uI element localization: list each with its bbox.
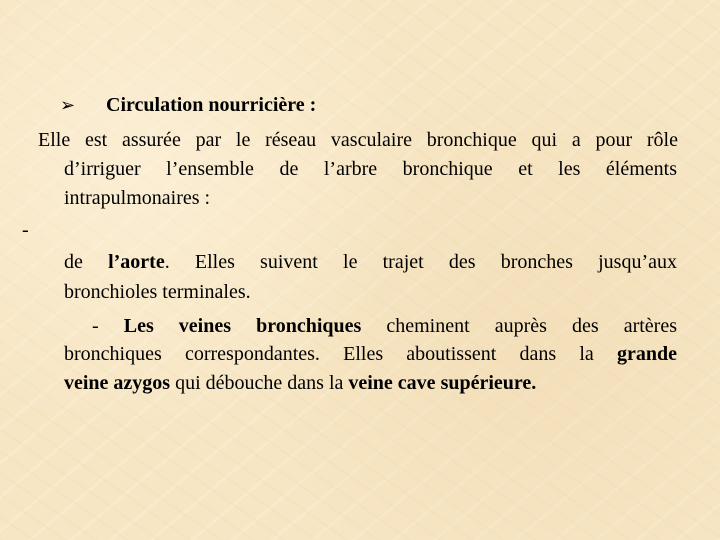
intro-line-3: intrapulmonaires : bbox=[64, 187, 211, 209]
grande-term: grande bbox=[617, 343, 677, 365]
aorte-term: l’aorte bbox=[108, 251, 165, 273]
veins-paragraph-line-3 bbox=[64, 371, 536, 395]
veins-text-3: qui débouche dans la bbox=[170, 372, 349, 394]
dash-marker: - bbox=[22, 219, 29, 241]
veine-cave-superieure-term: veine cave supérieure. bbox=[348, 372, 537, 394]
arteries-prefix: de bbox=[64, 251, 109, 273]
veine-azygos-term: veine azygos bbox=[64, 372, 171, 394]
arteries-paragraph-line-1 bbox=[64, 250, 677, 274]
arteries-text: . Elles suivent le trajet des bronches jusqu’aux bbox=[164, 251, 677, 273]
veins-dash: - bbox=[92, 315, 124, 337]
veins-paragraph-line-1 bbox=[92, 314, 677, 338]
veins-text-2: bronchiques correspondantes. Elles aboutissent dans la bbox=[64, 343, 617, 365]
section-heading-text: Circulation nourricière : bbox=[106, 94, 317, 116]
arteries-paragraph-line-2: bronchioles terminales. bbox=[64, 281, 251, 303]
veins-text: cheminent auprès des artères bbox=[361, 315, 677, 337]
veins-paragraph-line-2 bbox=[64, 342, 677, 366]
intro-line-1: Elle est assurée par le réseau vasculaire bronchique qui a pour rôle bbox=[38, 129, 678, 151]
veines-bronchiques-term: Les veines bronchiques bbox=[123, 315, 362, 337]
arrow-bullet-icon: ➢ bbox=[60, 95, 76, 116]
section-heading bbox=[60, 93, 316, 118]
intro-line-2: d’irriguer l’ensemble de l’arbre bronchique et les éléments bbox=[64, 158, 677, 180]
